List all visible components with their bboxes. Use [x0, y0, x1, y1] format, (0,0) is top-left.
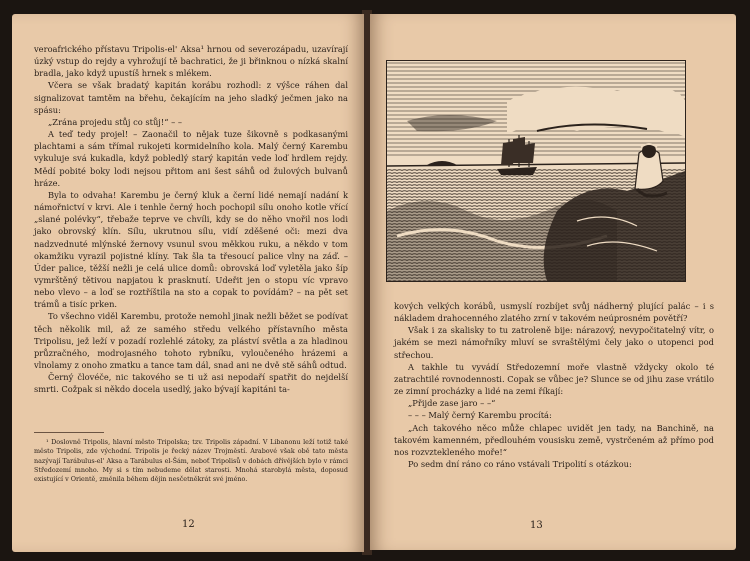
- right-page: [370, 14, 736, 550]
- paragraph: Po sedm dní ráno co ráno vstávali Tripolití s otázkou:: [408, 459, 632, 470]
- paragraph: kových velkých korábů, usmyslí rozbíjet svůj nádherný plující palác – i s nákladem drahocenného zlatého zrní v takovém neúprosném povětří?: [394, 301, 714, 324]
- footnote-divider: [34, 432, 104, 433]
- left-page: [12, 14, 364, 552]
- paragraph: A takhle tu vyvádí Středozemní moře vlastně vždycky okolo té zatrachtilé rovnodennosti. Copak se vůbec je? Slunce se od jihu zase vrátilo ze zimní procházky a lidé na zemi říkají:: [394, 361, 714, 397]
- paragraph: Včera se však bradatý kapitán korábu rozhodl: z výšce ráhen dal signalizovat tamtěm na břehu, čekajícím na jeho sladký ječmen jako na spásu:: [34, 80, 348, 115]
- page-number: 12: [182, 519, 195, 530]
- footnote: ¹ Doslovně Tripolis, hlavní město Tripolska; tzv. Tripolis západní. V Libanonu leží totiž také město Tripolis, zde východní. Tripolis je řecký název Trojměstí. Arabové však obě tato města nazývají Tarábulus-el' Aksa a Tarábulus el-Šám, neboť Tripolisů v dobách dřívějších bylo v rámci Středozemí mnoho. My si s tím nebudeme dělat starosti. Mnohá starobylá města, doposud existující v Orientě, změnila během dějin nesčetněkrát své jméno.: [34, 438, 348, 484]
- paragraph: „Přijde zase jaro – –“: [408, 398, 496, 409]
- paragraph: „Ach takového něco může chlapec uvidět jen tady, na Banchině, na takovém kamenném, předlouhém vousisku země, vystrčeném až přímo pod nos rozvztekleného moře!“: [394, 422, 714, 457]
- paragraph: – – – Malý černý Karembu procítá:: [408, 410, 552, 421]
- paragraph: Černý človéče, nic takového se ti už asi nepodaří spatřit do nejdelší smrti. Cožpak si někdo docela usedlý, jako bývají kapitáni ta-: [34, 372, 348, 395]
- right-page-text: [394, 300, 714, 470]
- paragraph: veroafrického přístavu Tripolis-el' Aksa¹ hrnou od severozápadu, uzavírají úzký vstup do rejdy a vyhrožují tě bachratici, že ji břinknou o nízká skalní bradla, jako když upustíš hrnek s mlékem.: [34, 44, 348, 79]
- ship-illustration: [386, 60, 686, 282]
- paragraph: „Zrána projedu stůj co stůj!“ – –: [48, 116, 183, 127]
- paragraph: Byla to odvaha! Karembu je černý kluk a černí lidé nemají nadání k námořnictví v krvi. Ale i tenhle černý hoch pochopil sílu onoho kotle vřící „slané polévky“, třebaže teprve ve chvíli, kdy se do něho vnořil nos lodi jako obrovský klín. Sílu, ukrutnou sílu, vidí zděšené oči: mezi dva nadzvednuté mlýnské žernovy vsunul svou měkkou ruku, a někdo v tom okamžiku vyrazil pojistné klíny. Tak šla ta třesoucí palice vlny na záď. – Úder palice, těžší nežli je celá ulice domů: obrovská loď vyletěla jako šíp vymrštěný tětivou napjatou k prasknutí. Udeřit jen o stopu víc vpravo nebo vlevo – a loď se roztříštila na sto a copak to povídám? – na pět set trámů a tisíc prken.: [34, 189, 348, 310]
- left-page-text: [34, 43, 348, 396]
- paragraph: Však i za skalisky to tu zatroleně bije: nárazový, nevypočitatelný vítr, o jakém se mezi námořníky mluví se svraštělými čely jako o utopenci pod střechou.: [394, 325, 714, 360]
- paragraph: A teď tedy projel! – Zaonačil to nějak tuze šikovně s podkasanými plachtami a sám třímal rukojeti kormidelního kola. Malý černý Karembu vykuluje svá kukadla, když pobledlý starý kapitán vede loď hrdlem rejdy. Mědí pobité boky lodi nejsou přitom ani šest sáhů od žulových bulvanů hráze.: [34, 129, 348, 188]
- page-number: 13: [530, 520, 543, 531]
- paragraph: To všechno viděl Karembu, protože nemohl jinak nežli běžet se podívat těch několik mil, až ze samého středu velkého přístavního města Tripolisu, jež leží v pozadí rozlehlé zátoky, za pláství světla a za hladinou průzračného, modrojasného tohoto rybníku, vyloučeného hrázemi a vlnolamy z onoho zmatku a tance tam dál, snad ani ne dvě stě sáhů odtud.: [34, 311, 348, 371]
